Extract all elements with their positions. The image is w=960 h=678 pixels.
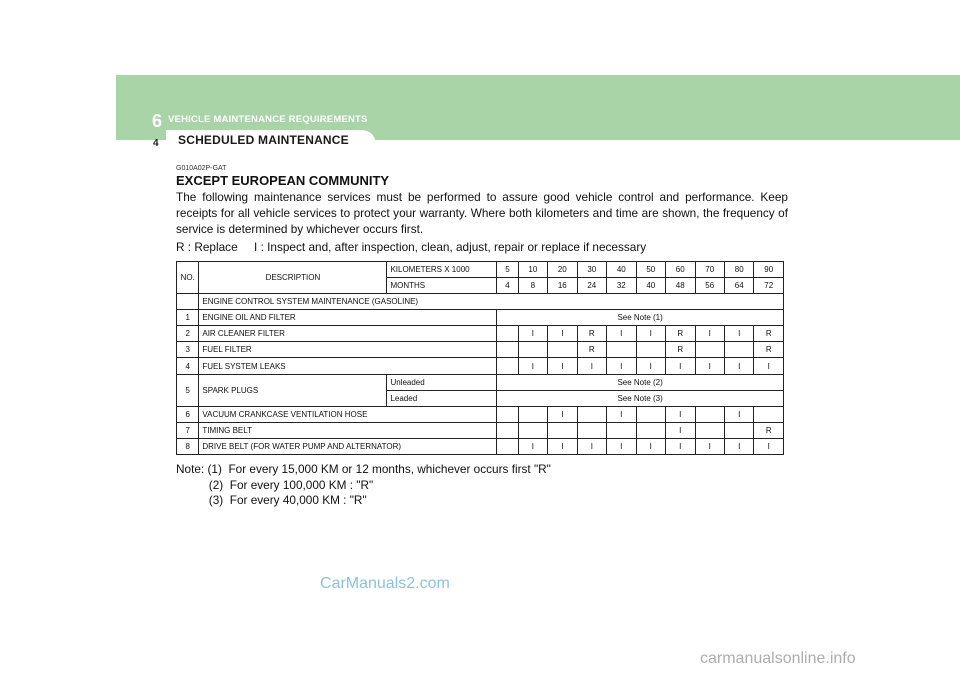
table-row: [177, 310, 784, 326]
schedule-cell: [497, 342, 518, 358]
schedule-cell: [754, 406, 784, 422]
schedule-cell: I: [607, 326, 636, 342]
row-description: DRIVE BELT (FOR WATER PUMP AND ALTERNATOR): [199, 438, 497, 454]
km-interval: 40: [607, 262, 636, 278]
schedule-cell: [497, 358, 518, 374]
schedule-cell: [607, 422, 636, 438]
schedule-cell: [518, 406, 547, 422]
schedule-cell: [695, 422, 724, 438]
schedule-cell: [497, 406, 518, 422]
schedule-cell: R: [666, 342, 695, 358]
schedule-cell: I: [695, 326, 724, 342]
km-interval: 30: [577, 262, 606, 278]
schedule-cell: I: [666, 358, 695, 374]
note-line: Note: (1) For every 15,000 KM or 12 months, whichever occurs first "R": [176, 462, 551, 476]
schedule-cell: I: [724, 358, 753, 374]
schedule-cell: [724, 422, 753, 438]
month-interval: 64: [724, 278, 753, 294]
legend-line: R : Replace I : Inspect and, after inspection, clean, adjust, repair or replace if necessary: [176, 240, 647, 254]
schedule-cell: I: [724, 326, 753, 342]
notes-block: [176, 462, 551, 509]
schedule-cell: [497, 422, 518, 438]
schedule-cell: I: [577, 438, 606, 454]
group-label: ENGINE CONTROL SYSTEM MAINTENANCE (GASOLINE): [199, 294, 784, 310]
schedule-cell: I: [518, 438, 547, 454]
schedule-cell: [724, 342, 753, 358]
schedule-cell: I: [666, 422, 695, 438]
schedule-cell: [548, 422, 577, 438]
months-label: MONTHS: [387, 278, 497, 294]
table-row: [177, 326, 784, 342]
row-number: 5: [177, 374, 199, 406]
month-interval: 72: [754, 278, 784, 294]
page-number: 4: [153, 138, 159, 149]
schedule-cell: [518, 342, 547, 358]
row-description: AIR CLEANER FILTER: [199, 326, 497, 342]
row-description: VACUUM CRANKCASE VENTILATION HOSE: [199, 406, 497, 422]
table-header-row: [177, 262, 784, 278]
note-line: (2) For every 100,000 KM : "R": [176, 477, 374, 492]
schedule-cell: R: [754, 342, 784, 358]
schedule-cell: I: [607, 438, 636, 454]
schedule-cell: [577, 422, 606, 438]
schedule-cell: I: [724, 406, 753, 422]
row-number: 1: [177, 310, 199, 326]
group-no-cell: [177, 294, 199, 310]
km-interval: 50: [636, 262, 665, 278]
schedule-cell: [636, 422, 665, 438]
watermark-site-link-2[interactable]: carmanualsonline.info: [700, 650, 856, 667]
table-row: [177, 342, 784, 358]
row-number: 6: [177, 406, 199, 422]
month-interval: 48: [666, 278, 695, 294]
table-row: [177, 406, 784, 422]
note-line: (3) For every 40,000 KM : "R": [176, 493, 367, 507]
month-interval: 8: [518, 278, 547, 294]
schedule-cell: I: [577, 358, 606, 374]
schedule-cell: R: [754, 326, 784, 342]
schedule-cell: [577, 406, 606, 422]
table-group-row: [177, 294, 784, 310]
schedule-cell: [695, 342, 724, 358]
schedule-cell: R: [577, 326, 606, 342]
schedule-cell: I: [607, 358, 636, 374]
row-number: 4: [177, 358, 199, 374]
month-interval: 4: [497, 278, 518, 294]
row-description: FUEL SYSTEM LEAKS: [199, 358, 497, 374]
km-interval: 60: [666, 262, 695, 278]
no-header: NO.: [177, 262, 199, 294]
schedule-cell: I: [548, 406, 577, 422]
table-row: [177, 422, 784, 438]
row-note: See Note (2): [497, 374, 784, 390]
schedule-cell: I: [754, 358, 784, 374]
schedule-cell: I: [548, 326, 577, 342]
schedule-cell: [607, 342, 636, 358]
schedule-cell: I: [636, 358, 665, 374]
document-heading: EXCEPT EUROPEAN COMMUNITY: [176, 173, 390, 188]
chapter-number: 6: [152, 111, 163, 131]
row-sub-label: Leaded: [387, 390, 497, 406]
km-interval: 90: [754, 262, 784, 278]
row-note: See Note (1): [497, 310, 784, 326]
schedule-cell: I: [754, 438, 784, 454]
schedule-cell: [497, 326, 518, 342]
schedule-cell: I: [666, 438, 695, 454]
row-description: TIMING BELT: [199, 422, 497, 438]
schedule-cell: I: [666, 406, 695, 422]
month-interval: 56: [695, 278, 724, 294]
table-row: [177, 358, 784, 374]
row-number: 7: [177, 422, 199, 438]
intro-paragraph: The following maintenance services must be performed to assure good vehicle control and performance. Keep receipts for all vehicle services to protect your warranty. Where both kilometers and time are shown, the frequency of service is determined by whichever occurs first.: [176, 190, 788, 236]
maintenance-schedule-table: [176, 261, 784, 455]
month-interval: 32: [607, 278, 636, 294]
row-number: 8: [177, 438, 199, 454]
row-note: See Note (3): [497, 390, 784, 406]
row-description: SPARK PLUGS: [199, 374, 387, 406]
km-interval: 80: [724, 262, 753, 278]
schedule-cell: [548, 342, 577, 358]
schedule-cell: I: [636, 438, 665, 454]
schedule-cell: I: [636, 326, 665, 342]
description-header: DESCRIPTION: [199, 262, 387, 294]
row-sub-label: Unleaded: [387, 374, 497, 390]
schedule-cell: I: [548, 438, 577, 454]
schedule-cell: [518, 422, 547, 438]
km-interval: 10: [518, 262, 547, 278]
section-title: SCHEDULED MAINTENANCE: [178, 133, 349, 147]
schedule-cell: I: [518, 358, 547, 374]
schedule-cell: [497, 438, 518, 454]
table-row: [177, 374, 784, 390]
schedule-cell: R: [577, 342, 606, 358]
row-description: ENGINE OIL AND FILTER: [199, 310, 497, 326]
row-number: 2: [177, 326, 199, 342]
month-interval: 16: [548, 278, 577, 294]
schedule-cell: [636, 342, 665, 358]
schedule-cell: I: [518, 326, 547, 342]
schedule-cell: I: [695, 358, 724, 374]
schedule-cell: R: [754, 422, 784, 438]
schedule-cell: R: [666, 326, 695, 342]
row-number: 3: [177, 342, 199, 358]
schedule-cell: [636, 406, 665, 422]
table-row: [177, 438, 784, 454]
row-description: FUEL FILTER: [199, 342, 497, 358]
schedule-cell: I: [548, 358, 577, 374]
schedule-cell: I: [695, 438, 724, 454]
month-interval: 24: [577, 278, 606, 294]
reference-code: G010A02P-GAT: [176, 165, 227, 172]
schedule-cell: I: [724, 438, 753, 454]
km-interval: 20: [548, 262, 577, 278]
schedule-cell: I: [607, 406, 636, 422]
schedule-cell: [695, 406, 724, 422]
month-interval: 40: [636, 278, 665, 294]
watermark-site-link[interactable]: CarManuals2.com: [320, 575, 450, 592]
chapter-title: VEHICLE MAINTENANCE REQUIREMENTS: [168, 114, 368, 125]
km-interval: 70: [695, 262, 724, 278]
km-interval: 5: [497, 262, 518, 278]
kilometers-label: KILOMETERS X 1000: [387, 262, 497, 278]
